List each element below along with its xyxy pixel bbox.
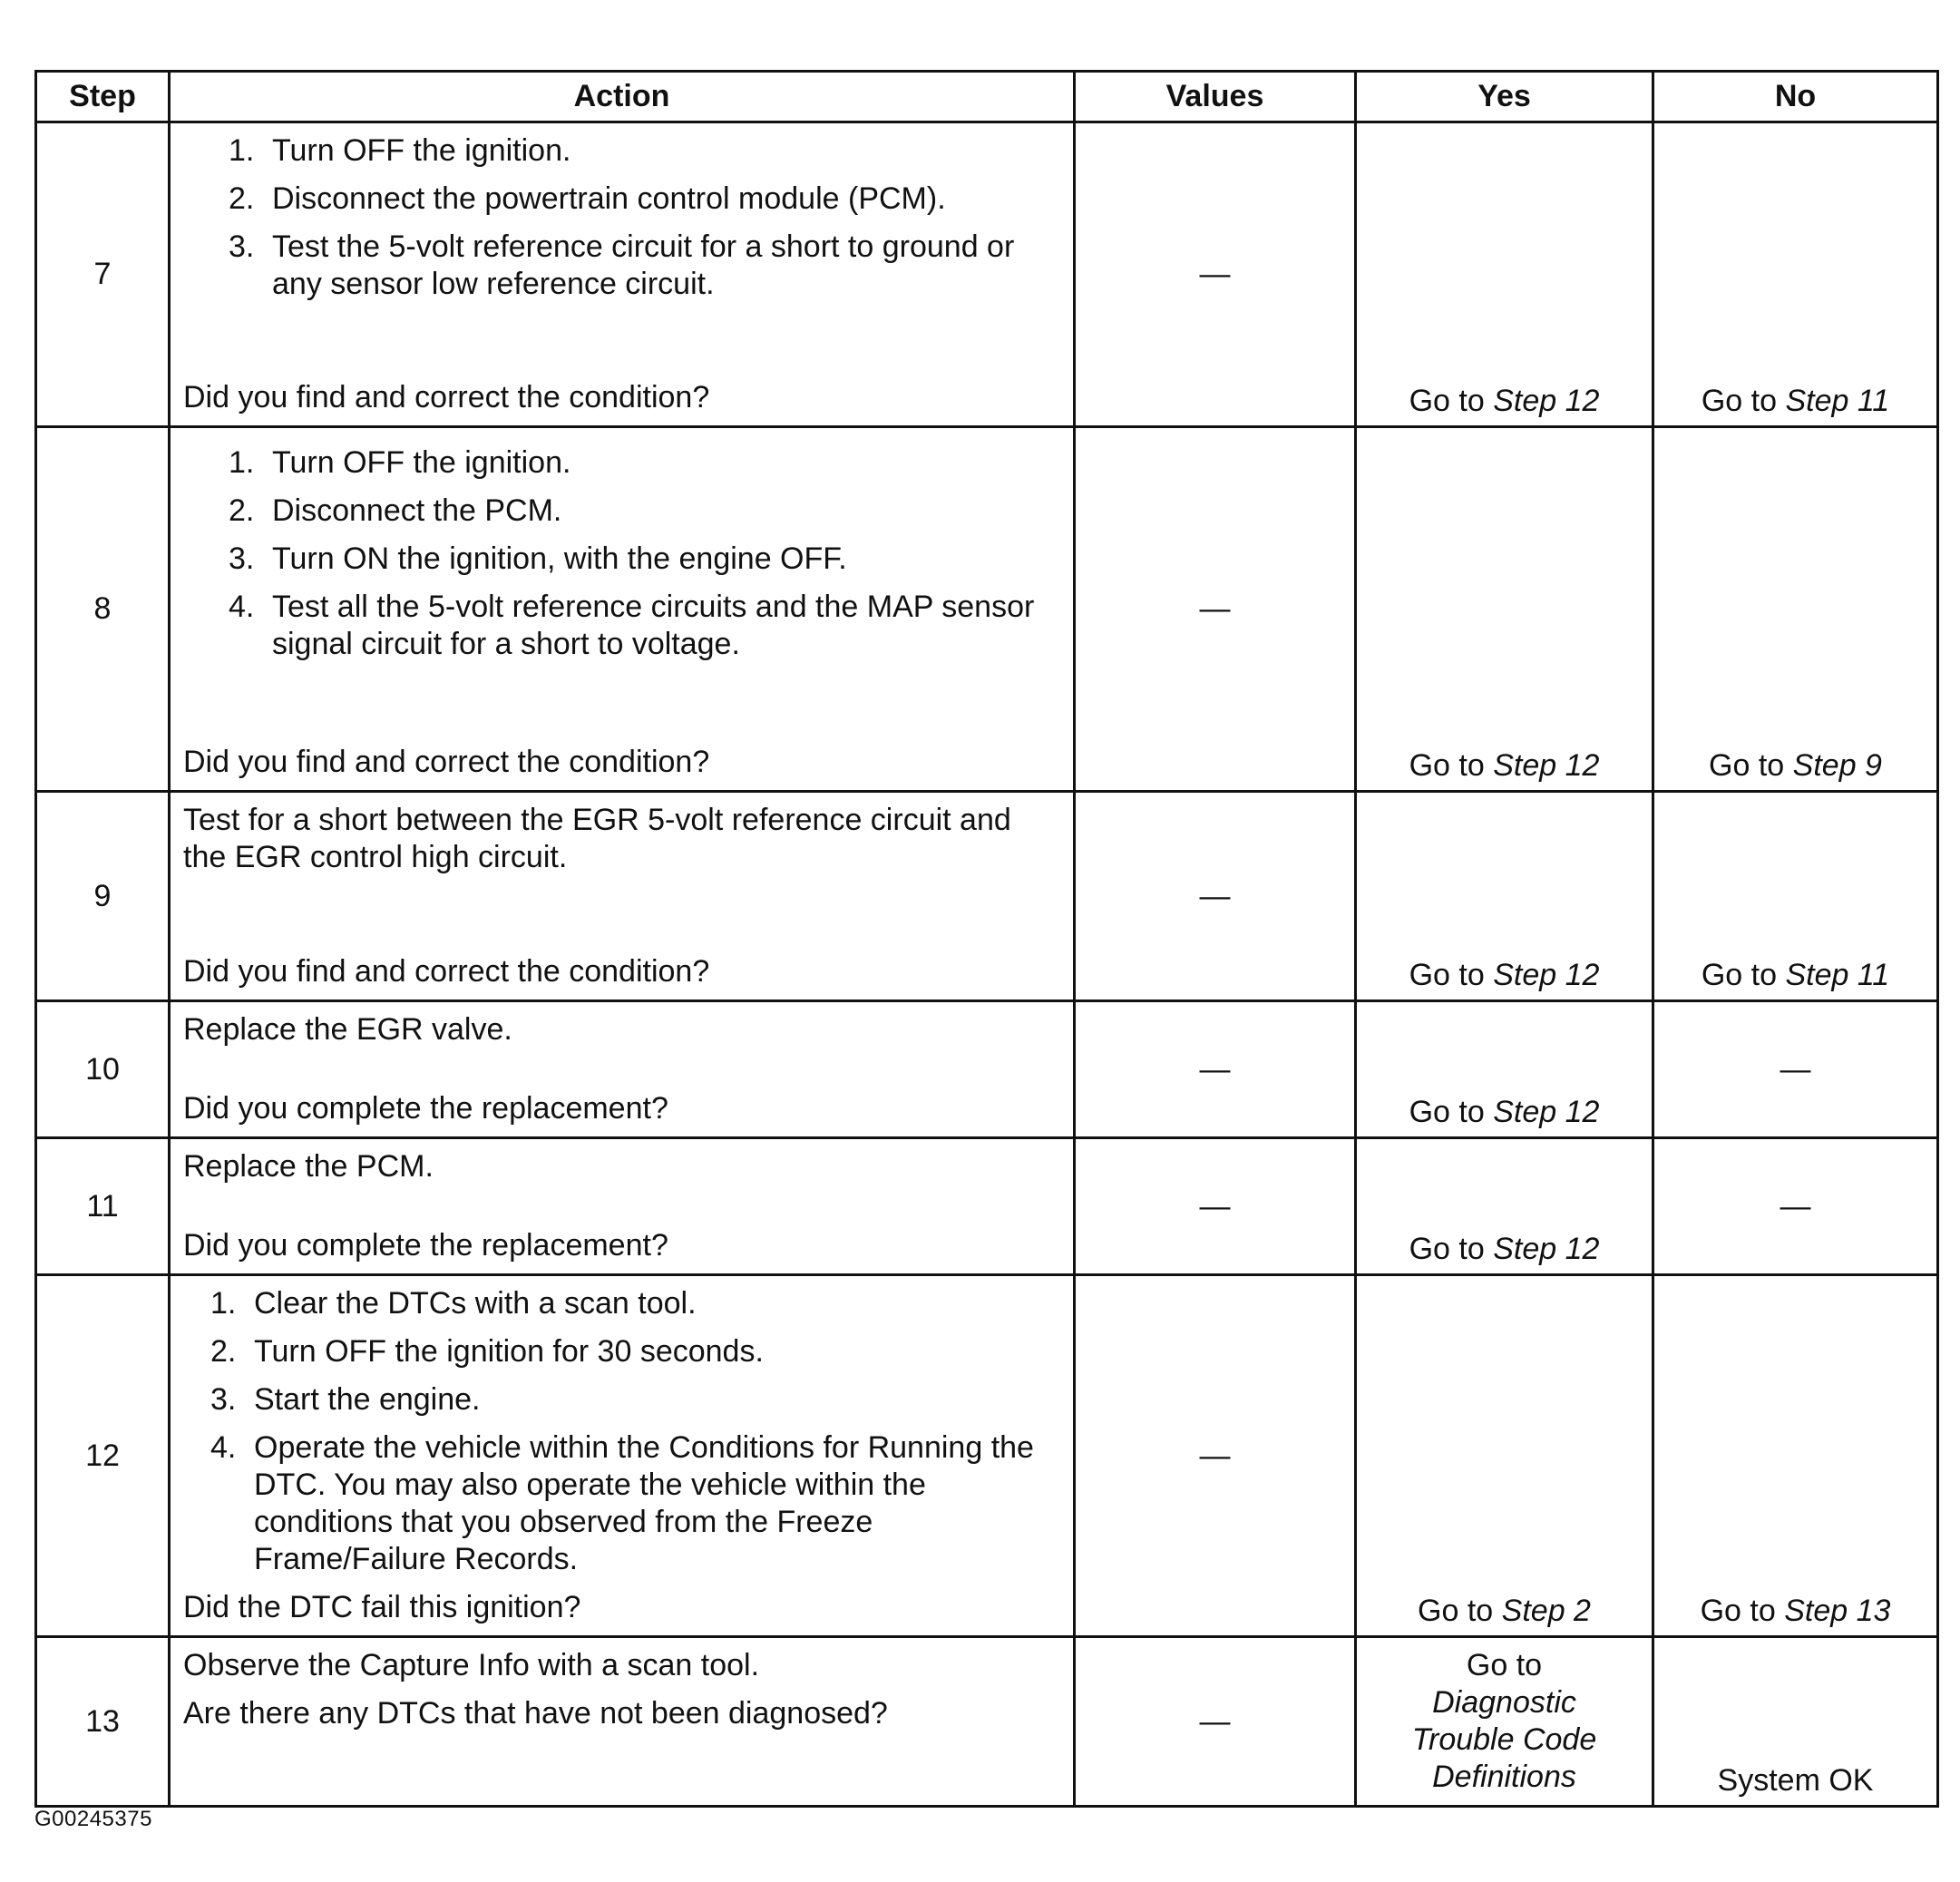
list-item: 1. Turn OFF the ignition. [229, 133, 571, 168]
question-text: Did you find and correct the condition? [183, 380, 710, 414]
header-step: Step [36, 72, 170, 122]
value-cell [1075, 792, 1356, 1001]
action-text: Replace the PCM. [183, 1149, 434, 1184]
yes-link[interactable]: Step 12 [1493, 1095, 1600, 1129]
step-number: 11 [36, 1138, 170, 1275]
yes-link[interactable]: Diagnostic Trouble Code Definitions [1411, 1685, 1597, 1794]
table-row [36, 1138, 1938, 1275]
list-item: 2. Turn OFF the ignition for 30 seconds. [210, 1334, 764, 1369]
yes-link[interactable]: Step 12 [1493, 384, 1600, 418]
step-number: 12 [36, 1275, 170, 1637]
yes-cell: Go to Step 12 [1356, 1001, 1653, 1138]
action-cell [170, 427, 1075, 792]
figure-id: G00245375 [34, 1807, 152, 1831]
value-cell [1075, 1001, 1356, 1138]
value-cell [1075, 122, 1356, 427]
action-cell [170, 1138, 1075, 1275]
question-text: Are there any DTCs that have not been diagnosed? [183, 1696, 888, 1731]
action-cell [170, 1001, 1075, 1138]
list-item: 2. Disconnect the powertrain control module (PCM). [229, 181, 946, 216]
yes-cell: Go to Step 12 [1356, 122, 1653, 427]
value-dash: — [1199, 878, 1231, 913]
action-cell [170, 1637, 1075, 1807]
table-row [36, 792, 1938, 1001]
no-dash: — [1780, 1188, 1811, 1224]
question-text: Did you find and correct the condition? [183, 745, 710, 779]
question-text: Did the DTC fail this ignition? [183, 1590, 581, 1624]
no-cell: Go to Step 11 [1653, 122, 1938, 427]
no-dash: — [1780, 1051, 1811, 1087]
value-dash: — [1199, 1051, 1231, 1087]
yes-link[interactable]: Step 2 [1501, 1594, 1591, 1628]
list-item: 4. Test all the 5-volt reference circuits and the MAP sensor signal circuit for a short to voltage. [229, 590, 1035, 661]
no-cell [1653, 1001, 1938, 1138]
value-dash: — [1199, 1188, 1231, 1224]
value-cell [1075, 1637, 1356, 1807]
yes-cell: Go to Step 12 [1356, 792, 1653, 1001]
header-row [36, 72, 1938, 122]
header-action: Action [170, 72, 1075, 122]
step-number: 8 [36, 427, 170, 792]
action-list [183, 1285, 1060, 1589]
list-item: 1. Clear the DTCs with a scan tool. [210, 1286, 697, 1321]
no-link[interactable]: Step 9 [1792, 748, 1882, 783]
value-cell [1075, 1275, 1356, 1637]
diagnostic-table [34, 70, 1939, 1808]
yes-cell: Go to Step 12 [1356, 1138, 1653, 1275]
no-cell: Go to Step 13 [1653, 1275, 1938, 1637]
action-cell [170, 792, 1075, 1001]
value-cell [1075, 427, 1356, 792]
no-cell: Go to Step 11 [1653, 792, 1938, 1001]
question-text: Did you complete the replacement? [183, 1091, 668, 1126]
value-dash: — [1199, 1438, 1231, 1473]
action-cell [170, 1275, 1075, 1637]
value-dash: — [1199, 591, 1231, 626]
no-link[interactable]: Step 11 [1785, 384, 1890, 418]
list-item: 2. Disconnect the PCM. [229, 493, 562, 528]
no-link[interactable]: Step 11 [1785, 958, 1890, 992]
question-text: Did you find and correct the condition? [183, 954, 710, 989]
no-link[interactable]: Step 13 [1784, 1594, 1891, 1628]
yes-link[interactable]: Step 12 [1493, 958, 1600, 992]
no-cell [1653, 1138, 1938, 1275]
table-row [36, 122, 1938, 427]
list-item: 1. Turn OFF the ignition. [229, 445, 571, 480]
question-text: Did you complete the replacement? [183, 1228, 668, 1263]
value-dash: — [1199, 1703, 1231, 1739]
action-list [183, 132, 1060, 314]
action-text: Observe the Capture Info with a scan tool. [183, 1648, 760, 1682]
yes-cell: Go to Diagnostic Trouble Code Definitions [1356, 1637, 1653, 1807]
header-yes: Yes [1356, 72, 1653, 122]
no-cell: Go to Step 9 [1653, 427, 1938, 792]
yes-cell: Go to Step 12 [1356, 427, 1653, 792]
list-item: 3. Start the engine. [210, 1382, 481, 1417]
step-number: 9 [36, 792, 170, 1001]
table-row [36, 1275, 1938, 1637]
action-text: Test for a short between the EGR 5-volt reference circuit and the EGR control high circuit. [183, 803, 1011, 874]
yes-link[interactable]: Step 12 [1493, 1232, 1600, 1266]
no-cell [1653, 1637, 1938, 1807]
list-item: 4. Operate the vehicle within the Conditions for Running the DTC. You may also operate the vehicle within the conditions that you observed from the Freeze Frame/Failure Records. [210, 1430, 1034, 1576]
action-text: Replace the EGR valve. [183, 1012, 512, 1047]
step-number: 10 [36, 1001, 170, 1138]
value-dash: — [1199, 257, 1231, 291]
list-item: 3. Turn ON the ignition, with the engine OFF. [229, 541, 847, 576]
value-cell [1075, 1138, 1356, 1275]
step-number: 13 [36, 1637, 170, 1807]
action-cell [170, 122, 1075, 427]
list-item: 3. Test the 5-volt reference circuit for a short to ground or any sensor low reference circuit. [229, 229, 1015, 301]
table-row [36, 427, 1938, 792]
yes-cell: Go to Step 2 [1356, 1275, 1653, 1637]
header-no: No [1653, 72, 1938, 122]
system-ok-text: System OK [1717, 1763, 1874, 1798]
yes-link[interactable]: Step 12 [1493, 748, 1600, 783]
action-list [183, 444, 1060, 674]
table-row [36, 1001, 1938, 1138]
step-number: 7 [36, 122, 170, 427]
table-row [36, 1637, 1938, 1807]
header-values: Values [1075, 72, 1356, 122]
